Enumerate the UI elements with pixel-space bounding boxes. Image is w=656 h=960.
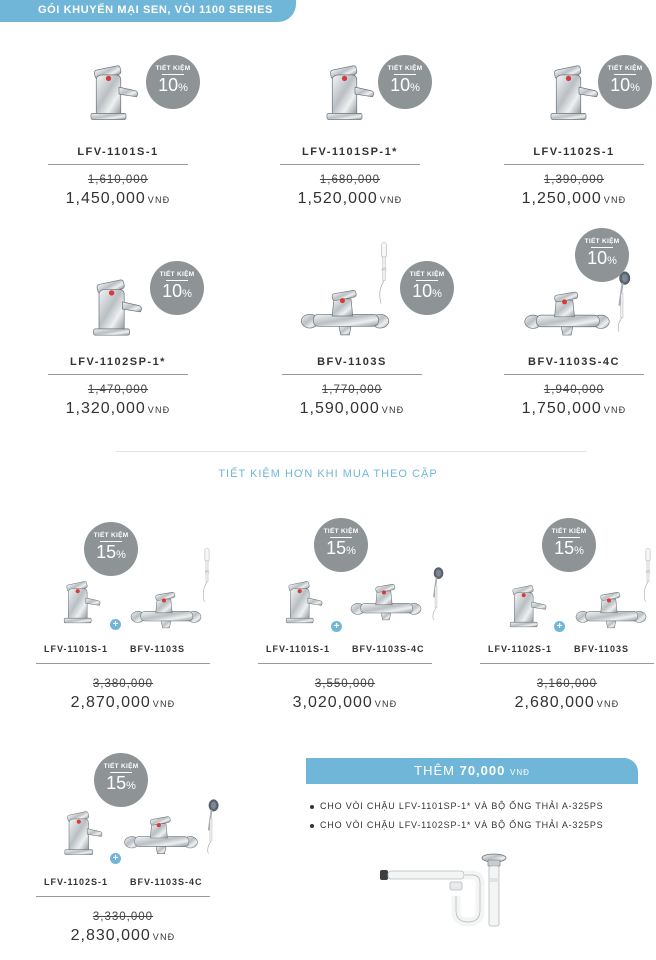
combo-model-b: BFV-1103S-4C bbox=[352, 644, 425, 654]
plus-icon: + bbox=[331, 621, 342, 632]
product-model: LFV-1102S-1 bbox=[533, 146, 615, 158]
new-price: 1,590,000 VNĐ bbox=[299, 400, 405, 417]
old-price: 1,770,000 bbox=[321, 384, 383, 396]
addon-banner bbox=[306, 758, 638, 784]
combo-model-a: LFV-1102S-1 bbox=[44, 877, 109, 887]
old-price: 1,680,000 bbox=[319, 174, 381, 186]
combo-model-a: LFV-1101S-1 bbox=[44, 644, 109, 654]
basin-faucet-icon bbox=[70, 62, 140, 128]
discount-badge bbox=[84, 522, 138, 576]
combo-model-b: BFV-1103S bbox=[574, 644, 630, 654]
badge-label: TIẾT KIỆM bbox=[94, 763, 148, 773]
product-divider bbox=[504, 164, 644, 165]
plus-icon: + bbox=[110, 853, 121, 864]
product-divider bbox=[480, 663, 654, 664]
basin-faucet-icon bbox=[48, 578, 102, 630]
badge-label: TIẾT KIỆM bbox=[400, 271, 454, 281]
old-price: 1,470,000 bbox=[87, 384, 149, 396]
discount-badge bbox=[94, 753, 148, 807]
old-price: 1,940,000 bbox=[543, 384, 605, 396]
new-price: 1,520,000 VNĐ bbox=[297, 190, 403, 207]
product-model: BFV-1103S-4C bbox=[528, 356, 620, 368]
discount-badge bbox=[598, 55, 652, 109]
bath-mixer-icon bbox=[346, 576, 426, 624]
bath-mixer-icon bbox=[520, 282, 614, 340]
badge-value: 15% bbox=[96, 542, 126, 562]
hand-shower-icon bbox=[426, 566, 448, 622]
old-price: 1,610,000 bbox=[87, 174, 149, 186]
combo-model-b: BFV-1103S bbox=[130, 644, 186, 654]
hand-shower-icon bbox=[640, 546, 656, 604]
new-price: 1,450,000 VNĐ bbox=[65, 190, 171, 207]
discount-badge bbox=[314, 518, 368, 572]
product-model: LFV-1101S-1 bbox=[77, 146, 159, 158]
combo-model-b: BFV-1103S-4C bbox=[130, 877, 203, 887]
basin-faucet-icon bbox=[72, 276, 144, 344]
drain-trap-icon bbox=[376, 852, 512, 928]
new-price: 1,750,000 VNĐ bbox=[521, 400, 627, 417]
hand-shower-icon bbox=[196, 546, 218, 604]
basin-faucet-icon bbox=[48, 808, 104, 862]
badge-value: 10% bbox=[610, 75, 640, 95]
product-model: LFV-1101SP-1* bbox=[302, 146, 398, 158]
bath-mixer-icon bbox=[120, 808, 202, 858]
product-model: LFV-1102SP-1* bbox=[70, 356, 166, 368]
product-divider bbox=[258, 663, 432, 664]
hand-shower-icon bbox=[372, 240, 396, 306]
old-price: 3,160,000 bbox=[536, 678, 598, 690]
badge-label: TIẾT KIỆM bbox=[575, 238, 629, 248]
badge-label: TIẾT KIỆM bbox=[146, 65, 200, 75]
combo-section-title: TIẾT KIỆM HƠN KHI MUA THEO CẶP bbox=[218, 468, 438, 480]
discount-badge bbox=[150, 261, 204, 315]
page-title: GÓI KHUYẾN MẠI SEN, VÒI 1100 SERIES bbox=[38, 4, 273, 16]
badge-value: 15% bbox=[554, 538, 584, 558]
new-price: 2,830,000 VNĐ bbox=[70, 927, 176, 944]
badge-value: 10% bbox=[587, 248, 617, 268]
badge-label: TIẾT KIỆM bbox=[378, 65, 432, 75]
badge-label: TIẾT KIỆM bbox=[150, 271, 204, 281]
badge-value: 15% bbox=[326, 538, 356, 558]
old-price: 3,550,000 bbox=[314, 678, 376, 690]
basin-faucet-icon bbox=[306, 62, 376, 128]
product-divider bbox=[48, 164, 188, 165]
new-price: 2,680,000 VNĐ bbox=[514, 694, 620, 711]
plus-icon: + bbox=[554, 621, 565, 632]
badge-value: 10% bbox=[390, 75, 420, 95]
badge-value: 15% bbox=[106, 773, 136, 793]
addon-title: THÊM 70,000 VNĐ bbox=[414, 763, 530, 778]
product-divider bbox=[282, 374, 422, 375]
new-price: 3,020,000 VNĐ bbox=[292, 694, 398, 711]
basin-faucet-icon bbox=[530, 62, 600, 128]
combo-model-a: LFV-1102S-1 bbox=[488, 644, 553, 654]
plus-icon: + bbox=[110, 619, 121, 630]
new-price: 1,250,000 VNĐ bbox=[521, 190, 627, 207]
product-divider bbox=[36, 896, 210, 897]
badge-label: TIẾT KIỆM bbox=[84, 532, 138, 542]
product-model: BFV-1103S bbox=[317, 356, 387, 368]
addon-bullet: CHO VÒI CHẬU LFV-1102SP-1* VÀ BỘ ỐNG THẢI A-325PS bbox=[310, 820, 603, 830]
hand-shower-icon bbox=[200, 798, 224, 856]
combo-model-a: LFV-1101S-1 bbox=[266, 644, 331, 654]
product-divider bbox=[280, 164, 420, 165]
basin-faucet-icon bbox=[270, 578, 324, 630]
discount-badge bbox=[575, 228, 629, 282]
old-price: 1,390,000 bbox=[543, 174, 605, 186]
badge-value: 10% bbox=[162, 281, 192, 301]
addon-bullet: CHO VÒI CHẬU LFV-1101SP-1* VÀ BỘ ỐNG THẢI A-325PS bbox=[310, 801, 603, 811]
badge-label: TIẾT KIỆM bbox=[314, 528, 368, 538]
product-divider bbox=[504, 374, 644, 375]
header-banner bbox=[0, 0, 296, 22]
old-price: 3,380,000 bbox=[92, 678, 154, 690]
basin-faucet-icon bbox=[494, 582, 548, 634]
badge-label: TIẾT KIỆM bbox=[598, 65, 652, 75]
new-price: 2,870,000 VNĐ bbox=[70, 694, 176, 711]
discount-badge bbox=[400, 261, 454, 315]
bath-mixer-icon bbox=[572, 584, 650, 632]
hand-shower-icon bbox=[610, 270, 636, 334]
product-divider bbox=[36, 663, 210, 664]
section-divider bbox=[116, 451, 586, 452]
old-price: 3,330,000 bbox=[92, 911, 154, 923]
discount-badge bbox=[378, 55, 432, 109]
bath-mixer-icon bbox=[126, 584, 206, 632]
discount-badge bbox=[146, 55, 200, 109]
discount-badge bbox=[542, 518, 596, 572]
product-divider bbox=[48, 374, 188, 375]
badge-value: 10% bbox=[158, 75, 188, 95]
badge-value: 10% bbox=[412, 281, 442, 301]
new-price: 1,320,000 VNĐ bbox=[65, 400, 171, 417]
badge-label: TIẾT KIỆM bbox=[542, 528, 596, 538]
